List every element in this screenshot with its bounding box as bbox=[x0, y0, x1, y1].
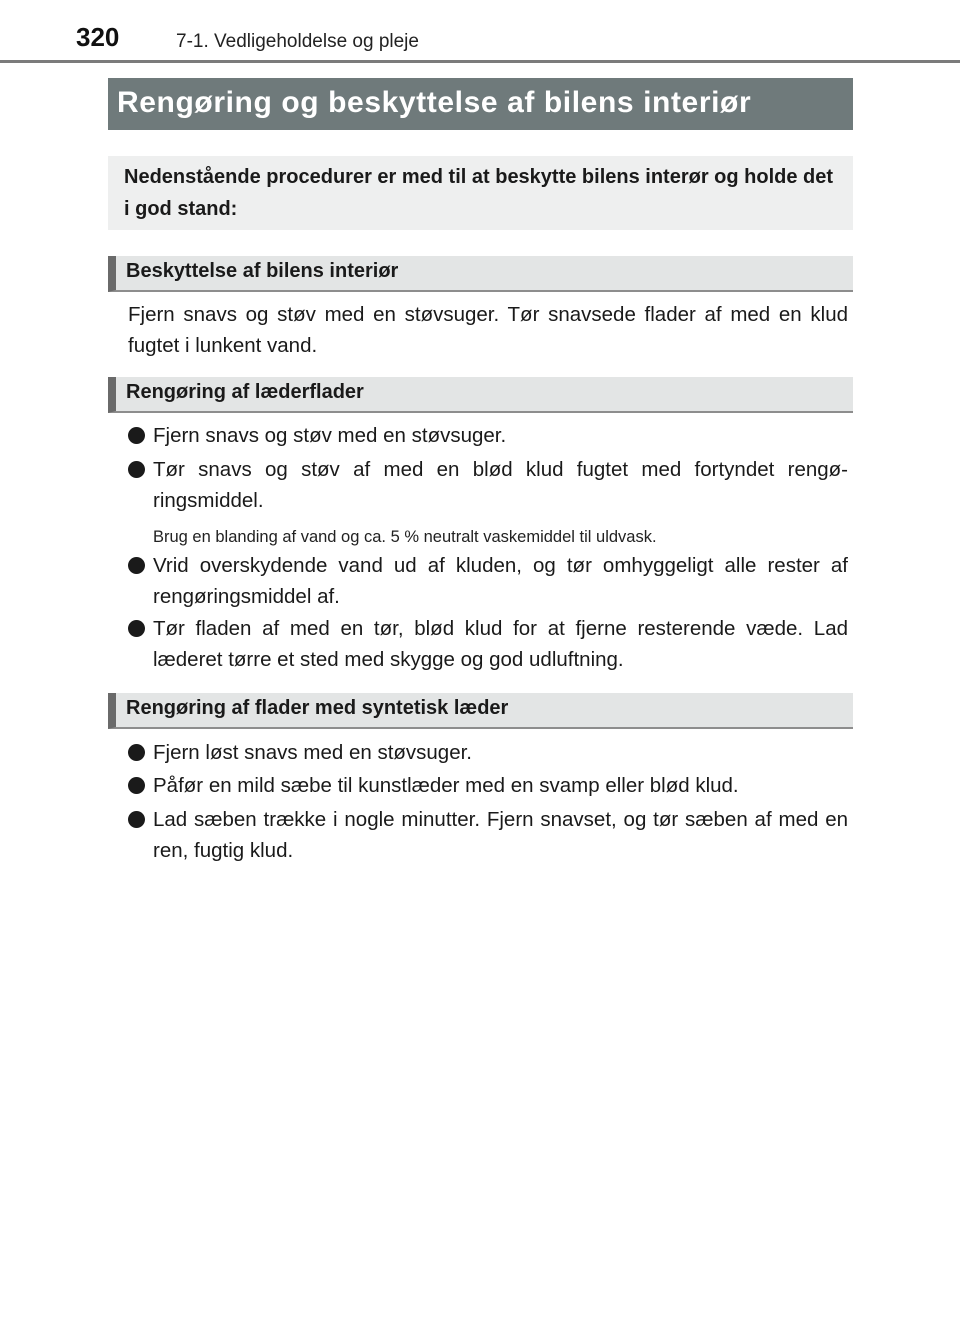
list-item-text: Vrid overskydende vand ud af kluden, og tør omhyggeligt alle rester af rengøringsmiddel af. bbox=[153, 554, 848, 608]
page-title: Rengøring og beskyttelse af bilens interiør bbox=[117, 86, 752, 119]
bullet-dot-icon bbox=[128, 461, 145, 478]
list-item bbox=[128, 737, 848, 768]
title-banner bbox=[108, 78, 853, 130]
section-reference: 7-1. Vedligeholdelse og pleje bbox=[176, 31, 419, 52]
intro-box bbox=[108, 156, 853, 230]
list-item-text: Tør snavs og støv af med en blød klud fugtet med fortyndet rengø-ringsmiddel. bbox=[153, 458, 848, 512]
bullet-dot-icon bbox=[128, 811, 145, 828]
list-item bbox=[128, 454, 848, 516]
subheading-synthetic-leather bbox=[108, 693, 853, 729]
bullet-dot-icon bbox=[128, 427, 145, 444]
subheading-label: Beskyttelse af bilens interiør bbox=[126, 260, 399, 282]
protection-paragraph: Fjern snavs og støv med en støvsuger. Tør snavsede flader af med en klud fugtet i lunkent vand. bbox=[128, 303, 848, 357]
header-divider bbox=[0, 60, 960, 63]
subheading-leather bbox=[108, 377, 853, 413]
bullet-dot-icon bbox=[128, 620, 145, 637]
note-text: Brug en blanding af vand og ca. 5 % neutralt vaskemiddel til uldvask. bbox=[153, 528, 657, 546]
list-item bbox=[128, 804, 848, 866]
list-item bbox=[128, 550, 848, 612]
list-item bbox=[128, 613, 848, 675]
list-item-text: Fjern løst snavs med en støvsuger. bbox=[153, 741, 473, 764]
list-item-text: Lad sæben trække i nogle minutter. Fjern snavset, og tør sæben af med en ren, fugtig klud. bbox=[153, 808, 848, 862]
subheading-protection bbox=[108, 256, 853, 292]
bullet-dot-icon bbox=[128, 744, 145, 761]
bullet-dot-icon bbox=[128, 777, 145, 794]
intro-text: Nedenstående procedurer er med til at beskytte bilens interør og holde det i god stand: bbox=[124, 166, 834, 220]
subheading-label: Rengøring af læderflader bbox=[126, 381, 364, 403]
subheading-label: Rengøring af flader med syntetisk læder bbox=[126, 697, 509, 719]
bullet-dot-icon bbox=[128, 557, 145, 574]
list-item bbox=[128, 420, 848, 451]
list-item-text: Påfør en mild sæbe til kunstlæder med en svamp eller blød klud. bbox=[153, 774, 739, 797]
page-header bbox=[0, 0, 960, 64]
list-item bbox=[128, 770, 848, 801]
page-number: 320 bbox=[76, 22, 120, 52]
list-item-text: Fjern snavs og støv med en støvsuger. bbox=[153, 424, 507, 447]
list-item-text: Tør fladen af med en tør, blød klud for at fjerne resterende væde. Lad læderet tørre et sted med skygge og god udluftning. bbox=[153, 617, 848, 671]
